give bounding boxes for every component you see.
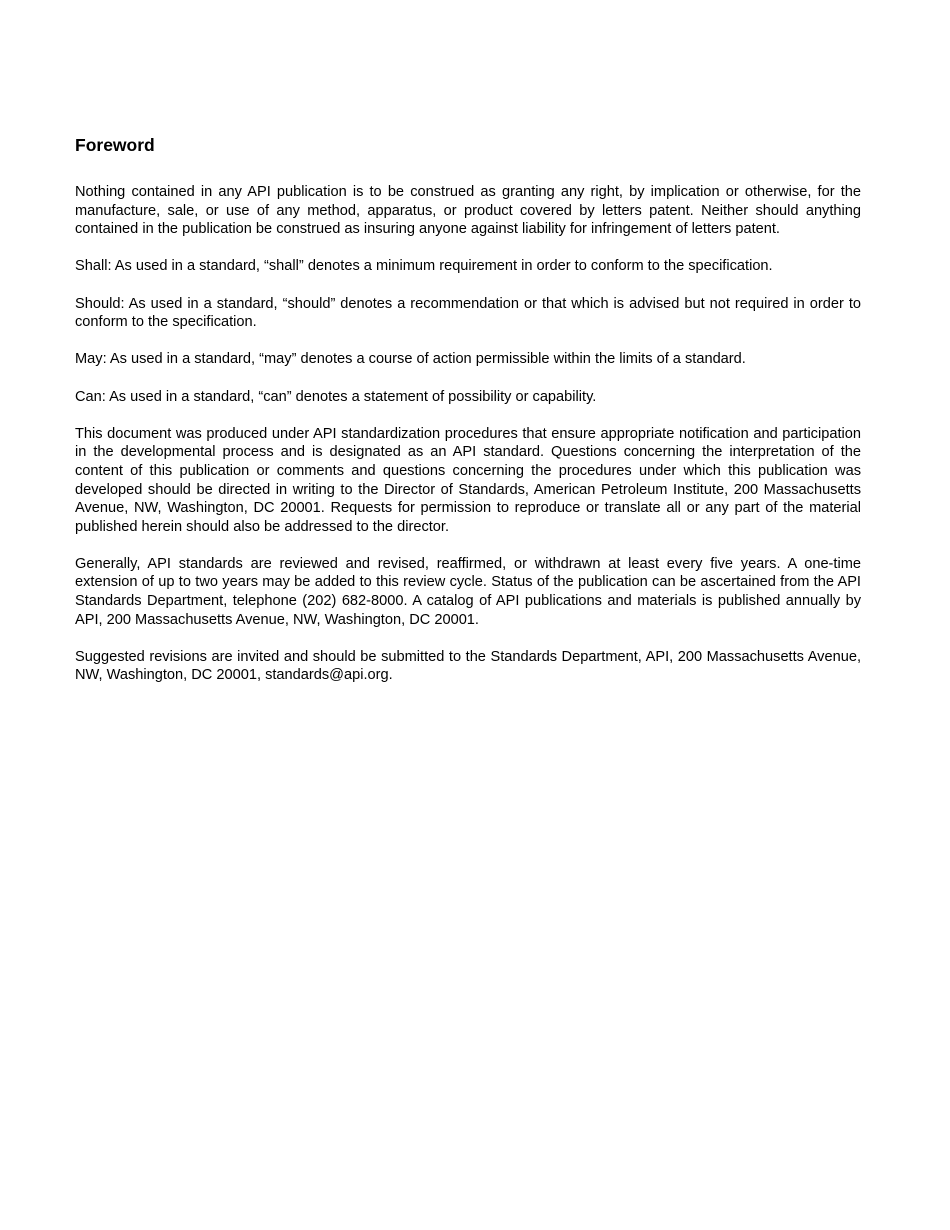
paragraph-should-definition: Should: As used in a standard, “should” denotes a recommendation or that which is advised but not required in order to conform to the specification. (75, 295, 861, 331)
document-page (75, 134, 861, 704)
paragraph-shall-definition: Shall: As used in a standard, “shall” denotes a minimum requirement in order to conform to the specification. (75, 258, 773, 275)
paragraph-review-cycle: Generally, API standards are reviewed and revised, reaffirmed, or withdrawn at least every five years. A one-time extension of up to two years may be added to this review cycle. Status of the publication can be ascertained from the API Standards Department, telephone (202) 682-8000. A catalog of API publications and materials is published annually by API, 200 Massachusetts Avenue, NW, Washington, DC 20001. (75, 555, 861, 628)
page-title: Foreword (75, 135, 155, 155)
paragraph-suggested-revisions: Suggested revisions are invited and should be submitted to the Standards Department, API, 200 Massachusetts Avenue, NW, Washington, DC 20001, standards@api.org. (75, 648, 861, 684)
paragraph-patent-disclaimer: Nothing contained in any API publication is to be construed as granting any right, by implication or otherwise, for the manufacture, sale, or use of any method, apparatus, or product covered by letters patent. Neither should anything contained in the publication be construed as insuring anyone against liability for infringement of letters patent. (75, 184, 861, 238)
paragraph-standardization-procedures: This document was produced under API standardization procedures that ensure appropriate notification and participation in the developmental process and is designated as an API standard. Questions concerning the interpretation of the content of this publication or comments and questions concerning the procedures under which this publication was developed should be directed in writing to the Director of Standards, American Petroleum Institute, 200 Massachusetts Avenue, NW, Washington, DC 20001. Requests for permission to reproduce or translate all or any part of the material published herein should also be addressed to the director. (75, 425, 861, 535)
paragraph-can-definition: Can: As used in a standard, “can” denotes a statement of possibility or capability. (75, 388, 597, 405)
paragraph-may-definition: May: As used in a standard, “may” denotes a course of action permissible within the limits of a standard. (75, 351, 746, 368)
